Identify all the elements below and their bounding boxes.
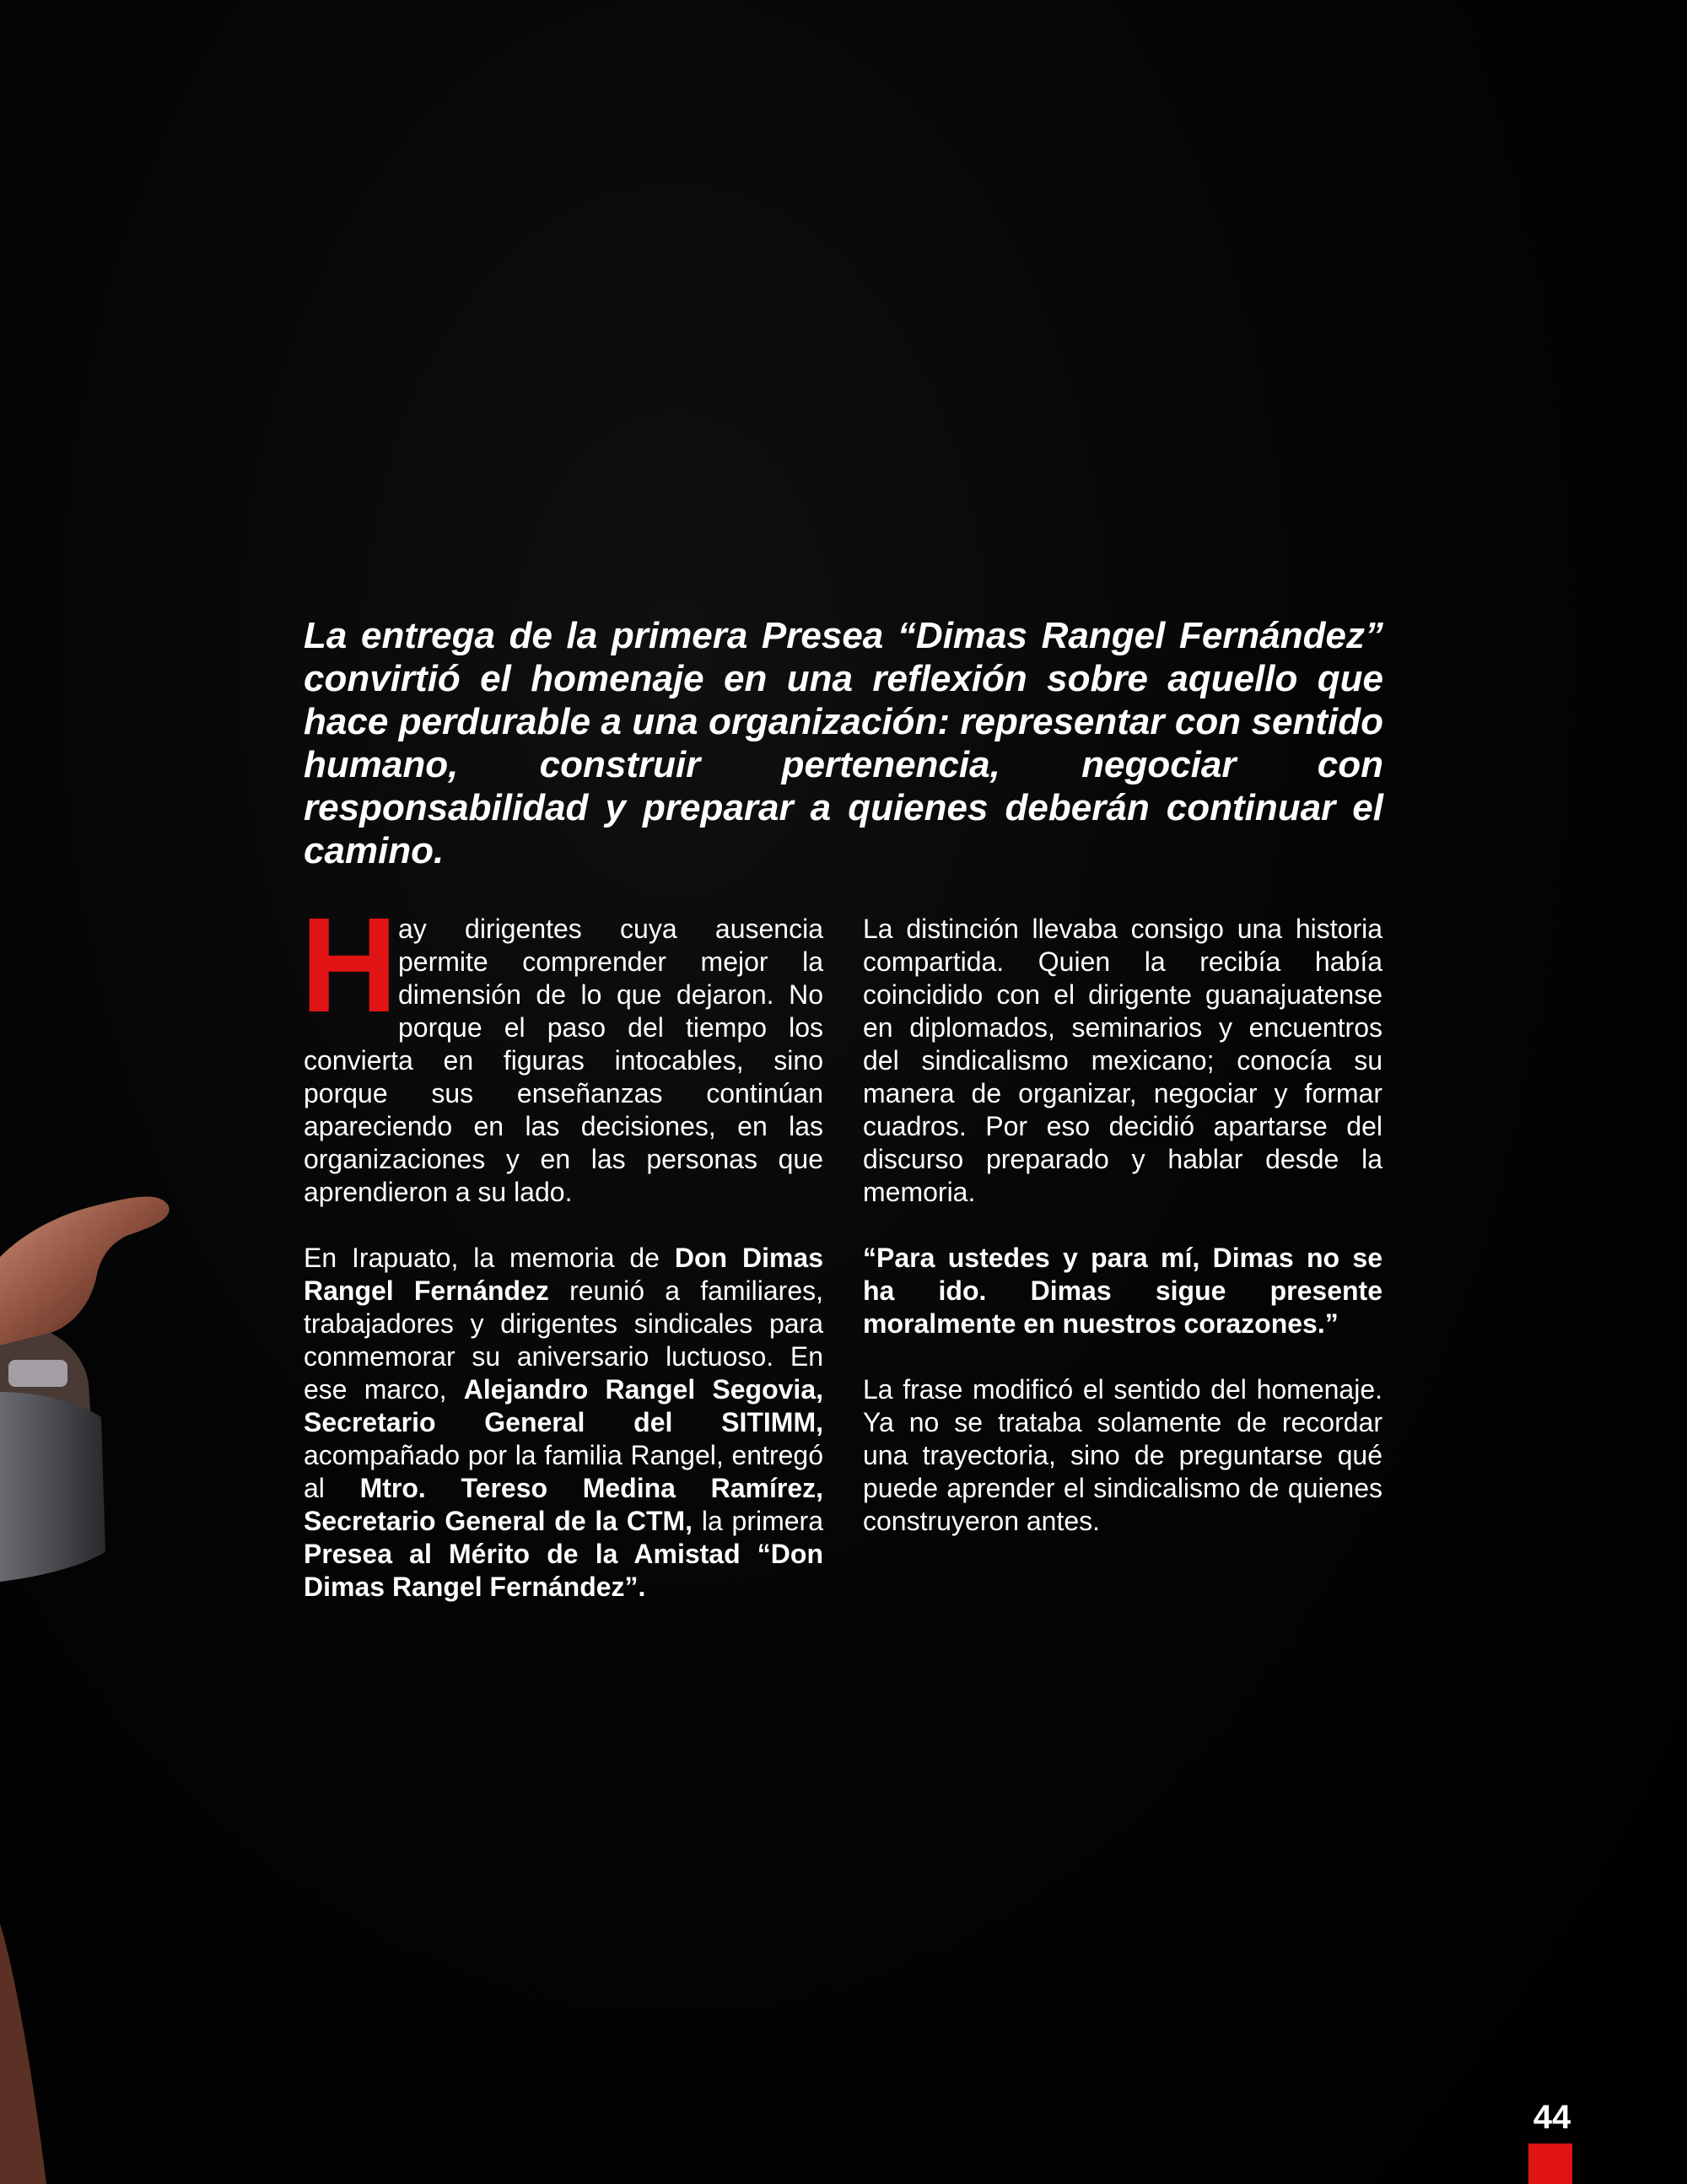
highlight-recipient: Mtro. Tereso Medina Ramírez, Secretario General de la CTM,	[304, 1473, 824, 1536]
left-column	[300, 889, 824, 1637]
pull-quote: “Para ustedes y para mí, Dimas no se ha ido. Dimas sigue presente moralmente en nuestros corazones.”	[863, 1243, 1382, 1339]
right-column	[863, 913, 1382, 1571]
highlight-name: Don Dimas Rangel Fernández	[304, 1243, 824, 1306]
lead-paragraph: La entrega de la primera Presea “Dimas Rangel Fernández” convirtió el homenaje en una reflexión sobre aquello que hace perdurable a una organización: representar con sentido humano, construir pertenencia, negociar con responsabilidad y preparar a quienes deberán continuar el camino.	[304, 615, 1383, 871]
intro-paragraph	[300, 889, 823, 1209]
drop-cap: H	[300, 889, 398, 1040]
highlight-presenter: Alejandro Rangel Segovia, Secretario General del SITIMM,	[304, 1374, 824, 1437]
intro-text: ay dirigentes cuya ausencia permite comprender mejor la dimensión de lo que dejaron. No porque el paso del tiempo los convierta en figuras intocables, sino porque sus enseñanzas continúan apareciendo en las decisiones, en las organizaciones y en las personas que aprendieron a su lado.	[304, 914, 823, 1207]
photo-hand-fragment	[0, 1164, 186, 2184]
page-number: 44	[1533, 2099, 1571, 2136]
distinction-paragraph: La distinción llevaba consigo una historia compartida. Quien la recibía había coincidido con el dirigente guanajuatense en diplomados, seminarios y encuentros del sindicalismo mexicano; conocía su manera de organizar, negociar y formar cuadros. Por eso decidió apartarse del discurso preparado y hablar desde la memoria.	[863, 914, 1382, 1207]
page-marker-block	[1528, 2144, 1572, 2184]
closing-paragraph: La frase modificó el sentido del homenaje. Ya no se trataba solamente de recordar una trayectoria, sino de preguntarse qué puede aprender el sindicalismo de quienes construyeron antes.	[863, 1374, 1382, 1536]
event-paragraph: En Irapuato, la memoria de Don Dimas Rangel Fernández reunió a familiares, trabajadores y dirigentes sindicales para conmemorar su aniversario luctuoso. En ese marco, Alejandro Rangel Segovia, Secretario General del SITIMM, acompañado por la familia Rangel, entregó al Mtro. Tereso Medina Ramírez, Secretario General de la CTM, la primera Presea al Mérito de la Amistad “Don Dimas Rangel Fernández”.	[304, 1243, 824, 1602]
highlight-award: Presea al Mérito de la Amistad “Don Dimas Rangel Fernández”.	[304, 1539, 823, 1602]
